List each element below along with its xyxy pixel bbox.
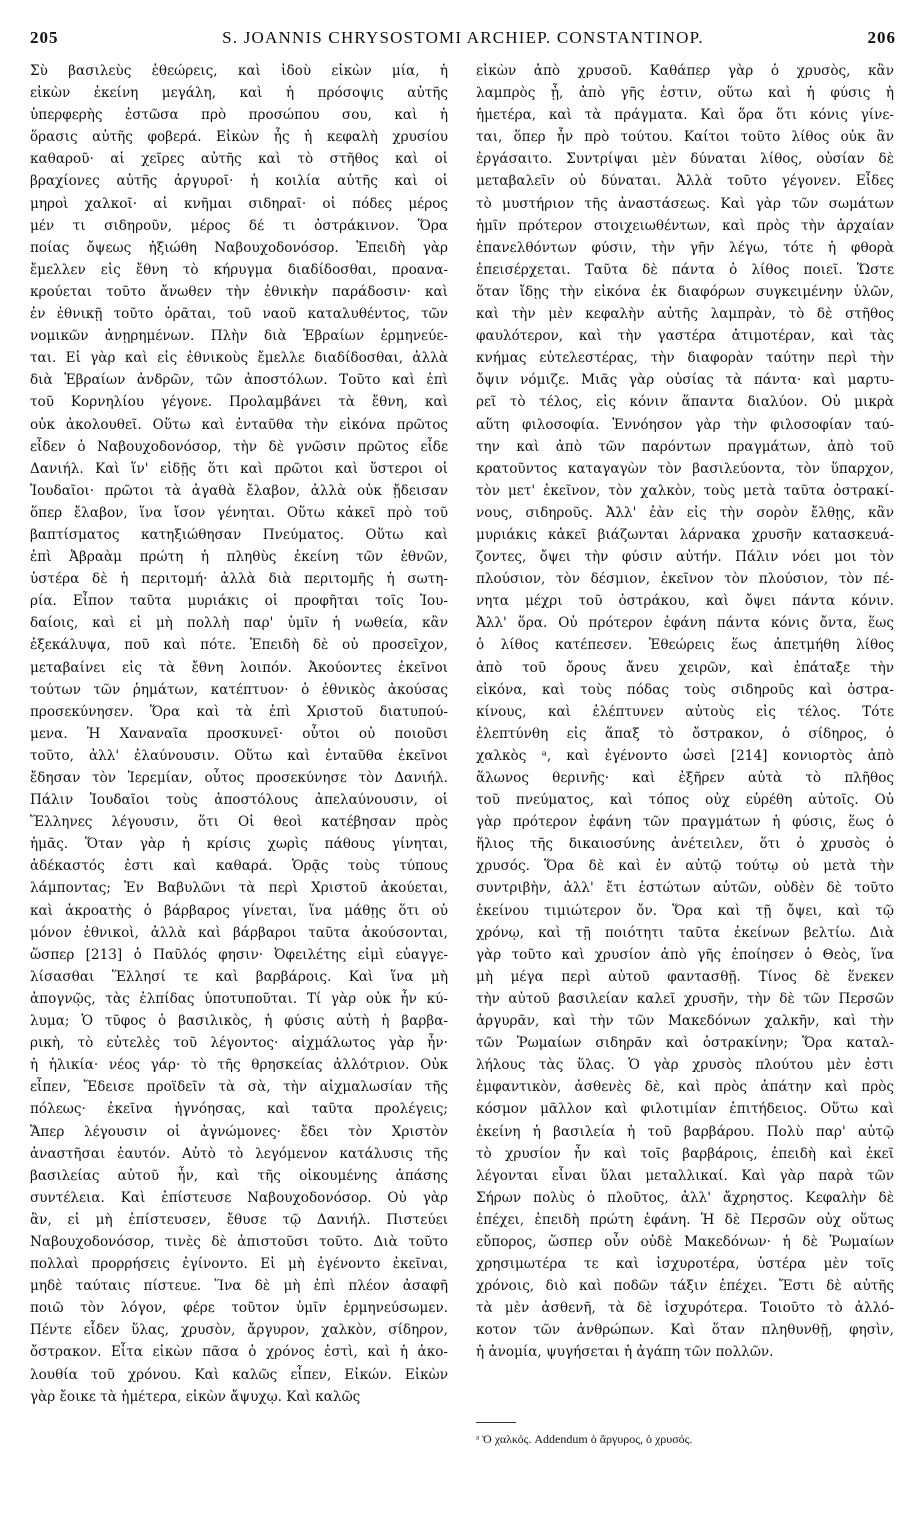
text-line: ἥλιος τῆς δικαιοσύνης ἀνέτειλεν, ὅτι ὁ χρυσὸς ὁ [476, 836, 894, 853]
text-line: Ἰουδαῖοι· πρῶτοι τὰ ἀγαθὰ ἔλαβον, ἀλλὰ οὐκ ᾔδεισαν [30, 482, 448, 499]
text-line: λουθία τοῦ χρόνου. Καὶ καλῶς εἶπεν, Εἰκών. Εἰκὼν [30, 1366, 448, 1383]
left-text-column [30, 60, 448, 1408]
text-line: ἐπέχει, ἐπειδὴ πρώτη ἐφάνη. Ἡ δὲ Περσῶν οὐχ οὕτως [476, 1211, 894, 1228]
text-line: συντριβὴν, ἀλλ' ἔτι ἑστώτων αὐτῶν, οὐδὲν δὲ τοῦτο [476, 880, 894, 897]
text-line: ὑπερφερὴς ἑστῶσα πρὸ προσώπου σου, καὶ ἡ [30, 107, 448, 124]
text-line: ποιῶ τὸν λόγον, φέρε τοῦτον ὑμῖν ἑρμηνεύσωμεν. [30, 1300, 448, 1317]
text-line: μόνον ἐθνικοὶ, ἀλλὰ καὶ βάρβαροι ταῦτα ἀκούσονται, [30, 924, 448, 941]
text-line: νητα μέχρι τοῦ ὀστράκου, καὶ ὄψει πάντα κόνιν. [476, 593, 894, 610]
text-line: ται. Εἰ γὰρ καὶ εἰς ἐθνικοὺς ἔμελλε διαδίδοσθαι, ἀλλὰ [30, 350, 448, 367]
text-line: ἡμᾶς. Ὅταν γὰρ ἡ κρίσις χωρὶς πάθους γίνηται, [30, 836, 448, 853]
text-line: ἐπανελθόντων φύσιν, τὴν γῆν λέγω, τότε ἡ φθορὰ [476, 239, 894, 256]
text-line: Ἀλλ' ὅρα. Οὐ πρότερον ἐφάνη πάντα κόνις ὄντα, ἕως [476, 615, 894, 632]
text-line: εἶδεν ὁ Ναβουχοδονόσορ, τὴν δὲ γνῶσιν πρῶτος εἶδε [30, 438, 448, 455]
text-line: ὄστρακον. Εἶτα εἰκὼν πᾶσα ὁ χρόνος ἐστὶ, καὶ ἡ ἀκο- [30, 1344, 448, 1361]
text-line: Σὺ βασιλεὺς ἐθεώρεις, καὶ ἰδοὺ εἰκὼν μία, ἡ [30, 63, 448, 79]
text-line: ρικὴ, τὸ εὐτελὲς τοῦ λέγοντος· αἰχμάλωτος γὰρ ἦν· [30, 1035, 448, 1052]
text-line: ὅταν ἴδῃς τὴν εἰκόνα ἐκ διαφόρων συγκειμένην ὑλῶν, [476, 283, 894, 300]
text-line: τὴν αὐτοῦ βασιλείαν καλεῖ χρυσῆν, τὴν δὲ τῶν Περσῶν [476, 990, 894, 1007]
text-line: μεταβαλεῖν οὐ δύναται. Ἀλλὰ τοῦτο γέγονεν. Εἶδες [476, 173, 894, 190]
footnote: ᵃ Ὁ χαλκός. Addendum ὁ ἄργυρος, ὁ χρυσός. [476, 1432, 693, 1446]
text-line: προσεκύνησεν. Ὅρα καὶ τὰ ἐπὶ Χριστοῦ διατυπού- [30, 703, 448, 720]
text-line: ἔδησαν τὸν Ἱερεμίαν, οὗτος προσεκύνησε τὸν Δανιήλ. [30, 770, 448, 786]
text-line: συντέλεια. Καὶ ἐπίστευσε Ναβουχοδονόσορ. Οὐ γὰρ [30, 1189, 448, 1206]
text-line: λίσασθαι Ἕλλησί τε καὶ βαρβάροις. Καὶ ἵνα μὴ [30, 968, 448, 985]
footnote-rule [476, 1422, 516, 1423]
text-line: Δανιήλ. Καὶ ἵν' εἰδῇς ὅτι καὶ πρῶτοι καὶ ὕστεροι οἱ [30, 460, 448, 477]
text-line: γὰρ τοῦτο καὶ χρυσίον ἀπὸ γῆς ἐποίησεν ὁ Θεὸς, ἵνα [476, 946, 894, 963]
text-line: λαμπρὸς ᾖ, ἀπὸ γῆς ἐστιν, οὕτω καὶ ἡ φύσις ἡ [476, 85, 894, 102]
text-line: χρόνοις, διὸ καὶ ποδῶν τάξιν ἐπέχει. Ἔστι δὲ αὐτῆς [476, 1278, 894, 1295]
text-line: μέν τι σιδηροῦν, μέρος δέ τι ὀστράκινον. Ὅρα [30, 217, 448, 234]
page-number-left: 205 [30, 28, 59, 47]
text-line: ἐκείνου τιμιώτερον ὄν. Ὅρα καὶ τῇ ὄψει, καὶ τῷ [476, 902, 894, 919]
text-line: βασιλείας αὐτοῦ ἦν, καὶ τῆς οἰκουμένης ἁπάσης [30, 1167, 448, 1184]
text-line: βαπτίσματος κατηξιώθησαν Πνεύματος. Οὕτω καὶ [30, 526, 448, 543]
text-line: ὥσπερ [213] ὁ Παῦλός φησιν· Ὀφειλέτης εἰμὶ εὐαγγε- [30, 946, 448, 963]
text-line: Ναβουχοδονόσορ, τινὲς δὲ ἀπιστοῦσι τοῦτο. Διὰ τοῦτο [30, 1233, 448, 1250]
text-line: πόλεως· ἐκεῖνα ἠγνόησας, καὶ ταῦτα προλέγεις; [30, 1101, 448, 1118]
text-line: ἔμελλεν εἰς ἔθνη τὸ κήρυγμα διαδίδοσθαι, προανα- [30, 261, 448, 278]
text-line: ρεῖ τὸ τέλος, εἰς κόνιν ἅπαντα διαλύον. Οὐ μικρὰ [476, 394, 894, 411]
text-line: ζοντες, ὄψει τὴν φύσιν αὐτήν. Πάλιν νόει μοι τὸν [476, 549, 894, 566]
text-line: ἐξεκάλυψα, ποῦ καὶ πότε. Ἐπειδὴ δὲ οὐ προσεῖχον, [30, 637, 448, 654]
text-line: νομικῶν ἀνῃρημένων. Πλὴν διὰ Ἑβραίων ἑρμηνεύε- [30, 328, 448, 345]
page-header [30, 20, 896, 56]
text-line: τῶν Ῥωμαίων σιδηρᾶν καὶ ὀστρακίνην; Ὅρα καταλ- [476, 1035, 894, 1052]
text-line: Ἕλληνες λέγουσιν, ὅτι Οἱ θεοὶ κατέβησαν πρὸς [30, 814, 448, 831]
text-line: ὄψιν νόμιζε. Μιᾶς γὰρ οὐσίας τὰ πάντα· καὶ μαρτυ- [476, 372, 894, 389]
text-line: κρούεται τοῦτο ἄνωθεν τὴν ἐθνικὴν παράδοσιν· καὶ [30, 283, 448, 300]
right-text-column [476, 60, 894, 1364]
text-line: κνήμας εὐτελεστέρας, τὴν διαφορὰν ταύτην περὶ τὴν [476, 350, 894, 367]
text-line: ὅρασις αὐτῆς φοβερά. Εἰκὼν ἧς ἡ κεφαλὴ χρυσίου [30, 129, 448, 146]
text-line: ἐπὶ Ἀβραὰμ πρώτη ἡ πληθὺς ἐκείνη τῶν ἐθνῶν, [30, 549, 448, 566]
text-line: τούτων τῶν ῥημάτων, κατέπτυον· ὁ ἐθνικὸς ἀκούσας [30, 681, 448, 698]
text-line: χαλκὸς ᵃ, καὶ ἐγένοντο ὡσεὶ [214] κονιορτὸς ἀπὸ [476, 747, 894, 764]
text-line: εἶπεν, Ἔδεισε προϊδεῖν τὰ σὰ, τὴν αἰχμαλωσίαν τῆς [30, 1079, 448, 1096]
text-line: διὰ Ἑβραίων ἀνδρῶν, τῶν ἀποστόλων. Τοῦτο καὶ ἐπὶ [30, 372, 448, 389]
text-line: καὶ τὴν μὲν κεφαλὴν αὐτῆς λαμπρὰν, τὸ δὲ στῆθος [476, 306, 894, 323]
text-line: εὔπορος, ὥσπερ οὖν οὐδὲ Μακεδόνων· ἡ δὲ Ῥωμαίων [476, 1233, 894, 1250]
text-line: ται, ὅπερ ἦν πρὸ τούτου. Καίτοι τοῦτο λίθος οὐκ ἂν [476, 129, 894, 146]
text-line: λήλους τὰς ὕλας. Ὁ γὰρ χρυσὸς πλούτου μὲν ἐστι [476, 1057, 894, 1074]
text-line: μυριάκις κἀκεῖ βιάζωνται λάρνακα χρυσῆν κατασκευά- [476, 526, 894, 543]
text-line: φαυλότερον, καὶ τὴν γαστέρα ἀτιμοτέραν, καὶ τὰς [476, 328, 894, 345]
text-line: ἂν, εἰ μὴ ἐπίστευσεν, ἔθυσε τῷ Δανιήλ. Πιστεύει [30, 1211, 448, 1228]
text-line: ἐπεισέρχεται. Ταῦτα δὲ πάντα ὁ λίθος ποιεῖ. Ὥστε [476, 261, 894, 278]
text-line: ἐκείνη ἡ βασιλεία ἡ τοῦ βαρβάρου. Πολὺ παρ' αὐτῷ [476, 1123, 894, 1140]
text-line: βραχίονες αὐτῆς ἀργυροῖ· ἡ κοιλία αὐτῆς καὶ οἱ [30, 173, 448, 190]
text-line: ποίας ὄψεως ἠξιώθη Ναβουχοδονόσορ. Ἐπειδὴ γὰρ [30, 239, 448, 256]
text-line: μηδὲ ταύταις πίστευε. Ἵνα δὲ μὴ ἐπὶ πλέον ἀσαφῆ [30, 1278, 448, 1295]
text-line: ἡμετέρα, καὶ τὰ πράγματα. Καὶ ὅρα ὅτι κόνις γίνε- [476, 107, 894, 124]
text-line: ἡ ἡλικία· νέος γάρ· τὸ τῆς θρησκείας ἀλλότριον. Οὐκ [30, 1057, 448, 1074]
text-line: οὐκ ἀκολουθεῖ. Οὕτω καὶ ἐνταῦθα τὴν εἰκόνα πρῶτος [30, 416, 448, 433]
text-line: ἅλωνος θερινῆς· καὶ ἐξῆρεν αὐτὰ τὸ πλῆθος [476, 770, 894, 786]
text-line: τοῦ πνεύματος, καὶ τόπος οὐχ εὑρέθη αὐτοῖς. Οὐ [476, 792, 894, 809]
text-line: ἐμφαντικὸν, ἀσθενὲς δὲ, καὶ πρὸς ἀπάτην καὶ πρὸς [476, 1079, 894, 1096]
text-line: χρυσός. Ὅρα δὲ καὶ ἐν αὐτῷ τούτῳ οὐ μετὰ τὴν [476, 858, 894, 875]
text-line: κρατοῦντος καταγαγὼν τὸν βασιλεύοντα, τὸν ὕπαρχον, [476, 460, 894, 477]
text-line: πολλαὶ προρρήσεις ἐγίνοντο. Εἰ μὴ ἐγένοντο ἐκεῖναι, [30, 1256, 448, 1273]
text-line: ἀργυρᾶν, καὶ τὴν τῶν Μακεδόνων χαλκῆν, καὶ τὴν [476, 1013, 894, 1030]
text-line: ἐργάσαιτο. Συντρίψαι μὲν δύναται λίθος, οὐσίαν δὲ [476, 151, 894, 168]
text-line: τοῦ Κορνηλίου γέγονε. Προλαμβάνει τὰ ἔθνη, καὶ [30, 394, 448, 411]
text-line: μηροὶ χαλκοῖ· αἱ κνῆμαι σιδηραῖ· οἱ πόδες μέρος [30, 195, 448, 212]
running-title: S. JOANNIS CHRYSOSTOMI ARCHIEP. CONSTANTINOP. [222, 28, 704, 47]
text-line: μενα. Ἡ Χαναναῖα προσκυνεῖ· οὗτοι οὐ ποιοῦσι [30, 725, 448, 742]
text-line: εἰκὼν ἀπὸ χρυσοῦ. Καθάπερ γὰρ ὁ χρυσὸς, κἂν [476, 63, 894, 79]
text-line: ὑστέρα δὲ ἡ περιτομή· ἀλλὰ διὰ περιτομῆς ἡ σωτη- [30, 571, 448, 588]
text-line: Σήρων πολὺς ὁ πλοῦτος, ἀλλ' ἄχρηστος. Κεφαλὴν δὲ [476, 1189, 894, 1206]
text-line: λυμα; Ὁ τῦφος ὁ βασιλικὸς, ἡ φύσις αὐτὴ ἡ βαρβα- [30, 1013, 448, 1030]
text-line: γὰρ ἔοικε τὰ ἡμέτερα, εἰκὼν ἄψυχῳ. Καὶ καλῶς [30, 1388, 361, 1405]
text-line: πλούσιον, τὸν δέσμιον, ἐκεῖνον τὸν πλούσιον, τὸν πέ- [476, 571, 894, 588]
text-line: κοτον τῶν ἀνθρώπων. Καὶ ὅταν πληθυνθῇ, φησὶν, [476, 1322, 894, 1339]
text-line: ἀπογνῷς, τὰς ἐλπίδας ὑποτυποῦται. Τί γὰρ οὐκ ἦν κύ- [30, 990, 448, 1007]
text-line: την καὶ ἀπὸ τῶν παρόντων πραγμάτων, ἀπὸ τοῦ [476, 438, 894, 455]
text-line: ἐλεπτύνθη εἰς ἅπαξ τὸ ὄστρακον, ὁ σίδηρος, ὁ [476, 725, 894, 742]
text-line: λάμποντας; Ἐν Βαβυλῶνι τὰ περὶ Χριστοῦ ἀκούεται, [30, 880, 448, 897]
text-line: δαίοις, καὶ εἰ μὴ πολλὴ παρ' ὑμῖν ἡ νωθεία, κἂν [30, 615, 448, 632]
text-line: ἡμῖν πρότερον στοιχειωθέντων, καὶ πρὸς τὴν ἀρχαίαν [476, 217, 894, 234]
text-line: τοῦτο, ἀλλ' ἐλαύνουσιν. Οὕτω καὶ ἐνταῦθα ἐκεῖνοι [30, 747, 448, 764]
text-line: εἰκὼν ἐκείνη μεγάλη, καὶ ἡ πρόσοψις αὐτῆς [30, 85, 448, 102]
text-line: ὅπερ ἔλαβον, ἵνα ἴσον γένηται. Οὕτω κἀκεῖ πρὸ τοῦ [30, 504, 448, 521]
text-line: αὕτη φιλοσοφία. Ἐννόησον γὰρ τὴν φιλοσοφίαν ταύ- [476, 416, 894, 433]
text-line: ἀναστῆσαι ἑαυτόν. Αὐτὸ τὸ λεγόμενον κατάλυσις τῆς [30, 1145, 448, 1162]
text-line: μεταβαίνει εἰς τὰ ἔθνη λοιπόν. Ἀκούοντες ἐκεῖνοι [30, 659, 448, 676]
text-line: Ἅπερ λέγουσιν οἱ ἀγνώμονες· ἔδει τὸν Χριστὸν [30, 1123, 448, 1140]
text-line: μὴ μέγα περὶ αὐτοῦ φαντασθῇ. Τίνος δὲ ἕνεκεν [476, 968, 894, 985]
text-line: Πάλιν Ἰουδαῖοι τοὺς ἀποστόλους ἀπελαύνουσιν, οἱ [30, 792, 448, 809]
text-line: Πέντε εἶδεν ὕλας, χρυσὸν, ἄργυρον, χαλκὸν, σίδηρον, [30, 1322, 448, 1339]
text-line: τὰ μὲν ἀσθενῆ, τὰ δὲ ἰσχυρότερα. Τοιοῦτο τὸ ἀλλό- [476, 1300, 894, 1317]
text-line: ἡ ἀνομία, ψυγήσεται ἡ ἀγάπη τῶν πολλῶν. [476, 1344, 774, 1361]
text-line: τὸν μετ' ἐκεῖνον, τὸν χαλκὸν, τοὺς μετὰ ταῦτα ὀστρακί- [476, 482, 894, 499]
text-line: λέγονται εἶναι ὕλαι μεταλλικαί. Καὶ γὰρ παρὰ τῶν [476, 1167, 894, 1184]
text-line: χρησιμωτέρα τε καὶ ἰσχυροτέρα, ὑστέρα μὲν τοῖς [476, 1256, 894, 1273]
text-line: χρόνῳ, καὶ τῇ ποιότητι ταῦτα ἐκείνων βελτίω. Διὰ [476, 924, 894, 941]
text-line: τὸ μυστήριον τῆς ἀναστάσεως. Καὶ γὰρ τῶν σωμάτων [476, 195, 894, 212]
text-line: ἐν ἐθνικῇ τοῦτο ὁρᾶται, τοῦ ναοῦ καταλυθέντος, τῶν [30, 306, 448, 323]
text-line: νους, σιδηροῦς. Ἀλλ' ἐὰν εἰς τὴν σορὸν ἔλθῃς, κἂν [476, 504, 894, 521]
text-line: καὶ ἀκροατὴς ὁ βάρβαρος γίνεται, ἵνα μάθῃς ὅτι οὐ [30, 902, 448, 919]
text-line: εἰκόνα, καὶ τοὺς πόδας τοὺς σιδηροῦς καὶ ὀστρα- [476, 681, 894, 698]
text-line: ἀδέκαστός ἐστι καὶ καθαρά. Ὁρᾷς τοὺς τύπους [30, 858, 448, 875]
text-line: ὁ λίθος κατέπεσεν. Ἐθεώρεις ἕως ἀπετμήθη λίθος [476, 637, 894, 654]
text-line: ρία. Εἶπον ταῦτα μυριάκις οἱ προφῆται τοῖς Ἰου- [30, 593, 448, 610]
text-line: κίνους, καὶ ἐλέπτυνεν αὐτοὺς εἰς τέλος. Τότε [476, 703, 894, 720]
text-line: κόσμον μᾶλλον καὶ φιλοτιμίαν ἐπιτήδειος. Οὕτω καὶ [476, 1101, 894, 1118]
text-line: γὰρ πρότερον ἐφάνη τῶν πραγμάτων ἡ φύσις, ἕως ὁ [476, 814, 894, 831]
text-line: καθαροῦ· αἱ χεῖρες αὐτῆς καὶ τὸ στῆθος καὶ οἱ [30, 151, 448, 168]
text-line: τὸ χρυσίον ἦν καὶ τοῖς βαρβάροις, ἐπειδὴ καὶ ἐκεῖ [476, 1145, 894, 1162]
page-number-right: 206 [867, 28, 896, 47]
text-line: ἀπὸ τοῦ ὄρους ἄνευ χειρῶν, καὶ ἐπάταξε τὴν [476, 659, 894, 676]
